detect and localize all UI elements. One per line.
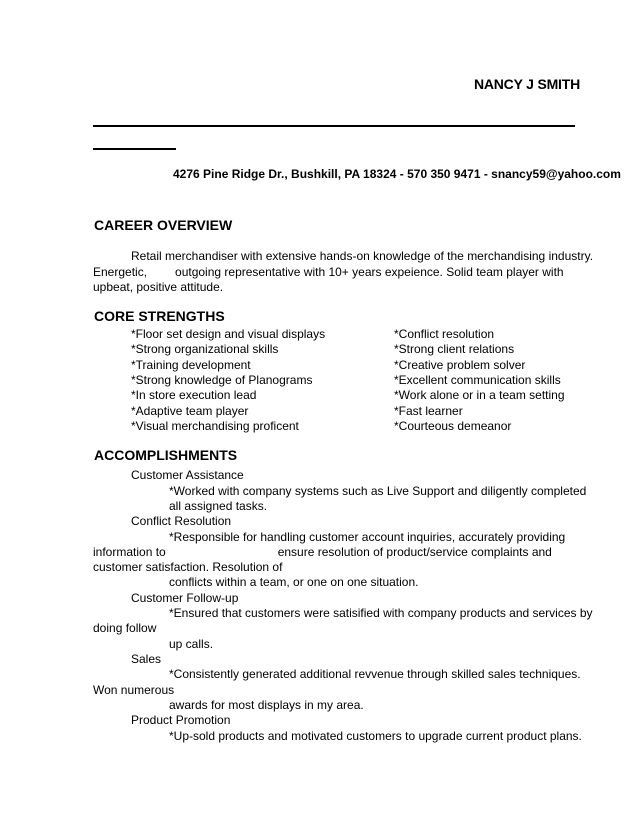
strength-right-item: *Excellent communication skills [394, 373, 561, 387]
accomplishments-heading: ACCOMPLISHMENTS [94, 447, 238, 463]
career-overview-line-2 [93, 265, 564, 280]
strength-left-item: *Floor set design and visual displays [131, 327, 326, 341]
accomplishment-text: *Consistently generated additional revvenue through skilled sales techniques. [169, 667, 581, 681]
accomplishment-text: *Worked with company systems such as Live Support and diligently completed [169, 484, 587, 498]
accomplishment-text: customer satisfaction. Resolution of [93, 560, 283, 574]
strength-right-item: *Conflict resolution [394, 327, 495, 341]
strength-left-item: *In store execution lead [131, 388, 257, 402]
accomplishment-text: doing follow [93, 621, 157, 635]
accomplishment-text: all assigned tasks. [169, 499, 268, 513]
strength-right-item: *Work alone or in a team setting [394, 388, 565, 402]
strength-left-item: *Training development [131, 358, 251, 372]
header-rule [93, 125, 575, 127]
resume-name: NANCY J SMITH [473, 76, 580, 92]
strength-right-item: *Fast learner [394, 404, 463, 418]
accomplishment-text: awards for most displays in my area. [169, 698, 364, 712]
career-overview-line-1: Retail merchandiser with extensive hands-on knowledge of the merchandising industry. [131, 249, 594, 263]
career-overview-line-2a: Energetic, [93, 265, 148, 279]
accomplishment-title: Product Promotion [131, 713, 231, 727]
strength-right-item: *Courteous demeanor [394, 419, 512, 433]
strength-right-item: *Strong client relations [394, 342, 515, 356]
contact-line: 4276 Pine Ridge Dr., Bushkill, PA 18324 - 570 350 9471 - snancy59@yahoo.com [173, 167, 621, 181]
accomplishment-text: *Up-sold products and motivated customers to upgrade current product plans. [169, 729, 582, 743]
accomplishment-title: Customer Follow-up [131, 591, 239, 605]
accomplishment-text-part: ensure resolution of product/service complaints and [277, 545, 552, 559]
accomplishment-title: Conflict Resolution [131, 514, 232, 528]
strength-left-item: *Strong knowledge of Planograms [131, 373, 313, 387]
accomplishment-text [93, 545, 552, 560]
accomplishment-text: conflicts within a team, or one on one situation. [169, 575, 419, 589]
accomplishment-title: Sales [131, 652, 162, 666]
accomplishment-text: *Responsible for handling customer account inquiries, accurately providing [169, 530, 566, 544]
accomplishment-text: Won numerous [93, 683, 175, 697]
strength-left-item: *Adaptive team player [131, 404, 249, 418]
header-rule-short [93, 148, 176, 150]
strength-left-item: *Visual merchandising proficent [131, 419, 299, 433]
accomplishment-text: up calls. [169, 637, 214, 651]
career-overview-line-3: upbeat, positive attitude. [93, 280, 224, 294]
core-strengths-heading: CORE STRENGTHS [94, 308, 225, 324]
accomplishment-text-part: information to [93, 545, 166, 559]
strength-left-item: *Strong organizational skills [131, 342, 279, 356]
accomplishment-text: *Ensured that customers were satisified with company products and services by [169, 606, 593, 620]
accomplishment-title: Customer Assistance [131, 468, 244, 482]
career-overview-line-2b: outgoing representative with 10+ years expeience. Solid team player with [175, 265, 564, 279]
career-overview-heading: CAREER OVERVIEW [94, 217, 233, 233]
strength-right-item: *Creative problem solver [394, 358, 526, 372]
